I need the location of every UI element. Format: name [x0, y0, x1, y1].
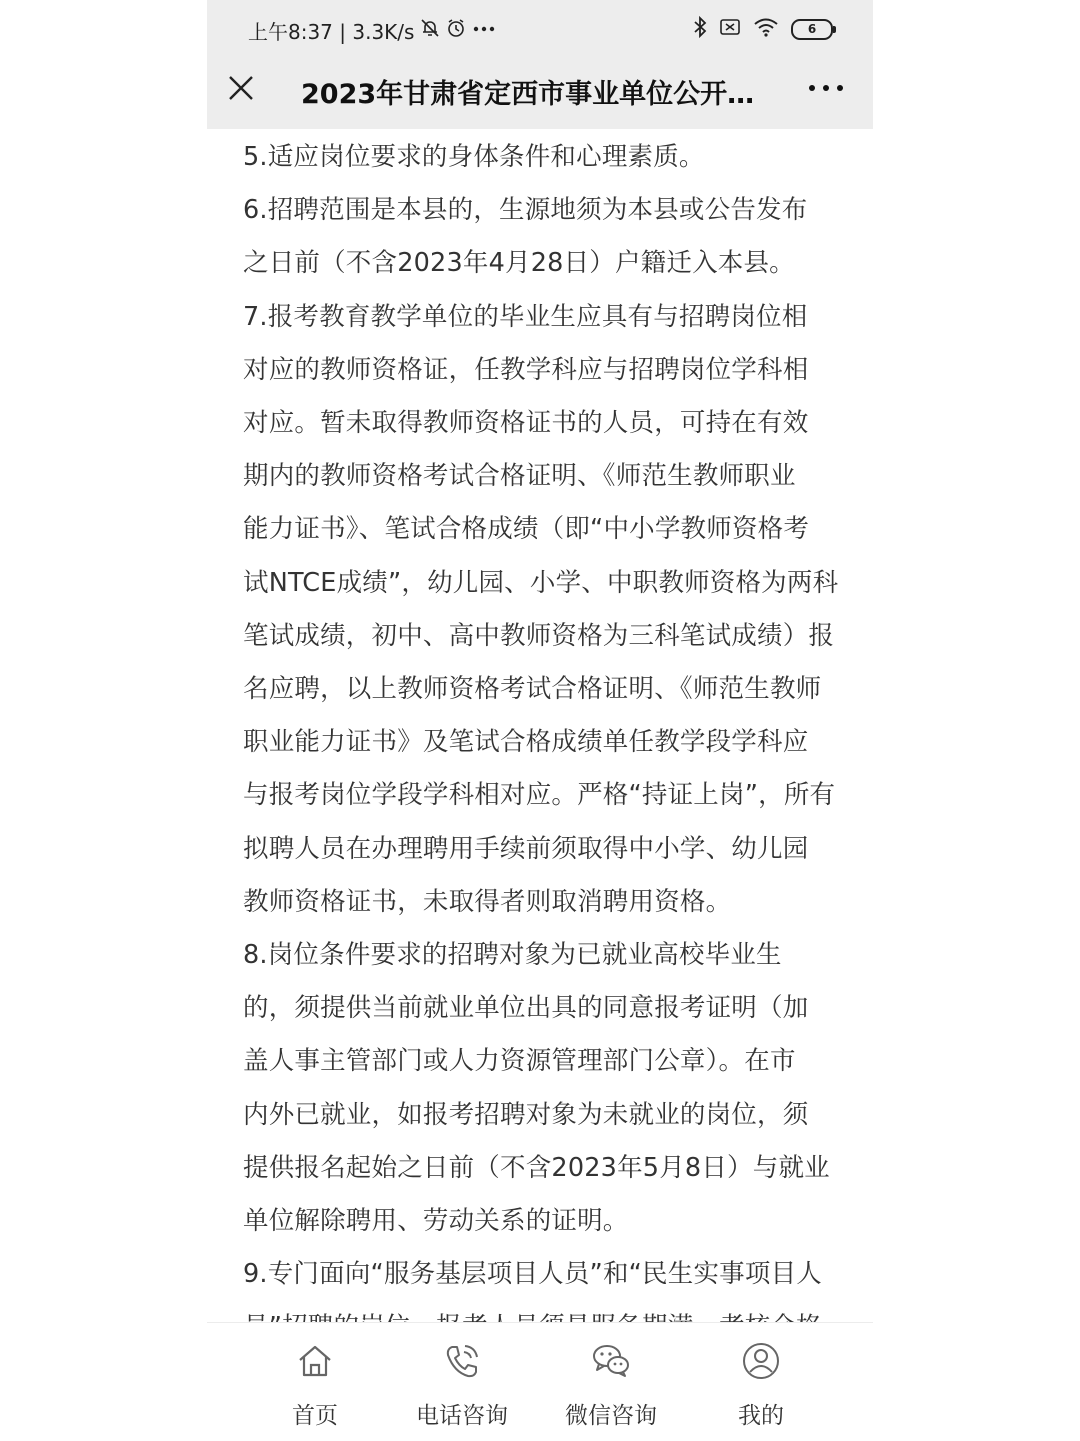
tab-profile-label: 我的	[738, 1403, 784, 1429]
article-line: 对应的教师资格证，任教学科应与招聘岗位学科相	[243, 354, 809, 385]
more-status-icon	[472, 18, 496, 43]
article-line: 教师资格证书，未取得者则取消聘用资格。	[243, 886, 732, 917]
article-line: 试NTCE成绩”，幼儿园、小学、中职教师资格为两科	[243, 567, 839, 598]
more-options-button[interactable]	[809, 82, 843, 94]
article-line: 盖人事主管部门或人力资源管理部门公章）。在市	[243, 1046, 796, 1077]
bluetooth-icon	[693, 16, 707, 43]
page-title: 2023年甘肃省定西市事业单位公开…	[301, 79, 755, 110]
article-line: 7.报考教育教学单位的毕业生应具有与招聘岗位相	[243, 301, 808, 332]
article-line: 之日前（不含2023年4月28日）户籍迁入本县。	[243, 248, 795, 279]
phone-icon	[442, 1341, 482, 1381]
top-bar	[207, 0, 873, 129]
article-line: 9.专门面向“服务基层项目人员”和“民生实事项目人	[243, 1259, 822, 1290]
tab-wechat-consult-label: 微信咨询	[565, 1403, 657, 1429]
more-dot-icon	[823, 85, 829, 91]
alarm-clock-icon	[446, 18, 466, 43]
battery-icon: 6	[791, 19, 833, 40]
tab-phone-consult[interactable]	[392, 1323, 532, 1441]
bottom-tab-bar	[207, 1322, 873, 1441]
article-line: 提供报名起始之日前（不含2023年5月8日）与就业	[243, 1152, 830, 1183]
tab-phone-consult-label: 电话咨询	[416, 1403, 508, 1429]
status-left	[248, 16, 496, 45]
article-line: 笔试成绩，初中、高中教师资格为三科笔试成绩）报	[243, 620, 835, 651]
phone-screen	[207, 0, 873, 1440]
status-right	[693, 16, 833, 43]
article-content[interactable]	[243, 131, 843, 1321]
tab-home-label: 首页	[292, 1403, 338, 1429]
article-line: 与报考岗位学段学科相对应。严格“持证上岗”，所有	[243, 780, 836, 811]
tab-home[interactable]	[245, 1323, 385, 1441]
wifi-icon	[753, 17, 779, 42]
profile-icon	[741, 1341, 781, 1381]
article-line: 6.招聘范围是本县的，生源地须为本县或公告发布	[243, 195, 808, 226]
article-line: 能力证书》、笔试合格成绩（即“中小学教师资格考	[243, 514, 810, 545]
article-line: 单位解除聘用、劳动关系的证明。	[243, 1206, 629, 1237]
more-dot-icon	[809, 85, 815, 91]
article-line: 职业能力证书》及笔试合格成绩单任教学段学科应	[243, 727, 809, 758]
status-time-speed: 上午8:37 | 3.3K/s	[248, 20, 415, 44]
mute-bell-icon	[420, 18, 440, 43]
article-line: 期内的教师资格考试合格证明、《师范生教师职业	[243, 461, 796, 492]
status-bar	[207, 0, 873, 60]
wechat-icon	[591, 1341, 631, 1381]
sim-icon	[719, 17, 741, 42]
article-line: 的，须提供当前就业单位出具的同意报考证明（加	[243, 993, 809, 1024]
tab-profile[interactable]	[691, 1323, 831, 1441]
article-line: 拟聘人员在办理聘用手续前须取得中小学、幼儿园	[243, 833, 809, 864]
article-line: 对应。暂未取得教师资格证书的人员，可持在有效	[243, 408, 809, 439]
home-icon	[295, 1341, 335, 1381]
close-icon	[228, 75, 254, 101]
title-bar	[207, 60, 873, 129]
tab-wechat-consult[interactable]	[541, 1323, 681, 1441]
article-line: 名应聘，以上教师资格考试合格证明、《师范生教师	[243, 674, 822, 705]
article-line: 5.适应岗位要求的身体条件和心理素质。	[243, 142, 705, 172]
article-line: 8.岗位条件要求的招聘对象为已就业高校毕业生	[243, 940, 782, 971]
more-dot-icon	[837, 85, 843, 91]
close-button[interactable]	[225, 72, 257, 104]
article-line: 内外已就业，如报考招聘对象为未就业的岗位，须	[243, 1099, 809, 1130]
